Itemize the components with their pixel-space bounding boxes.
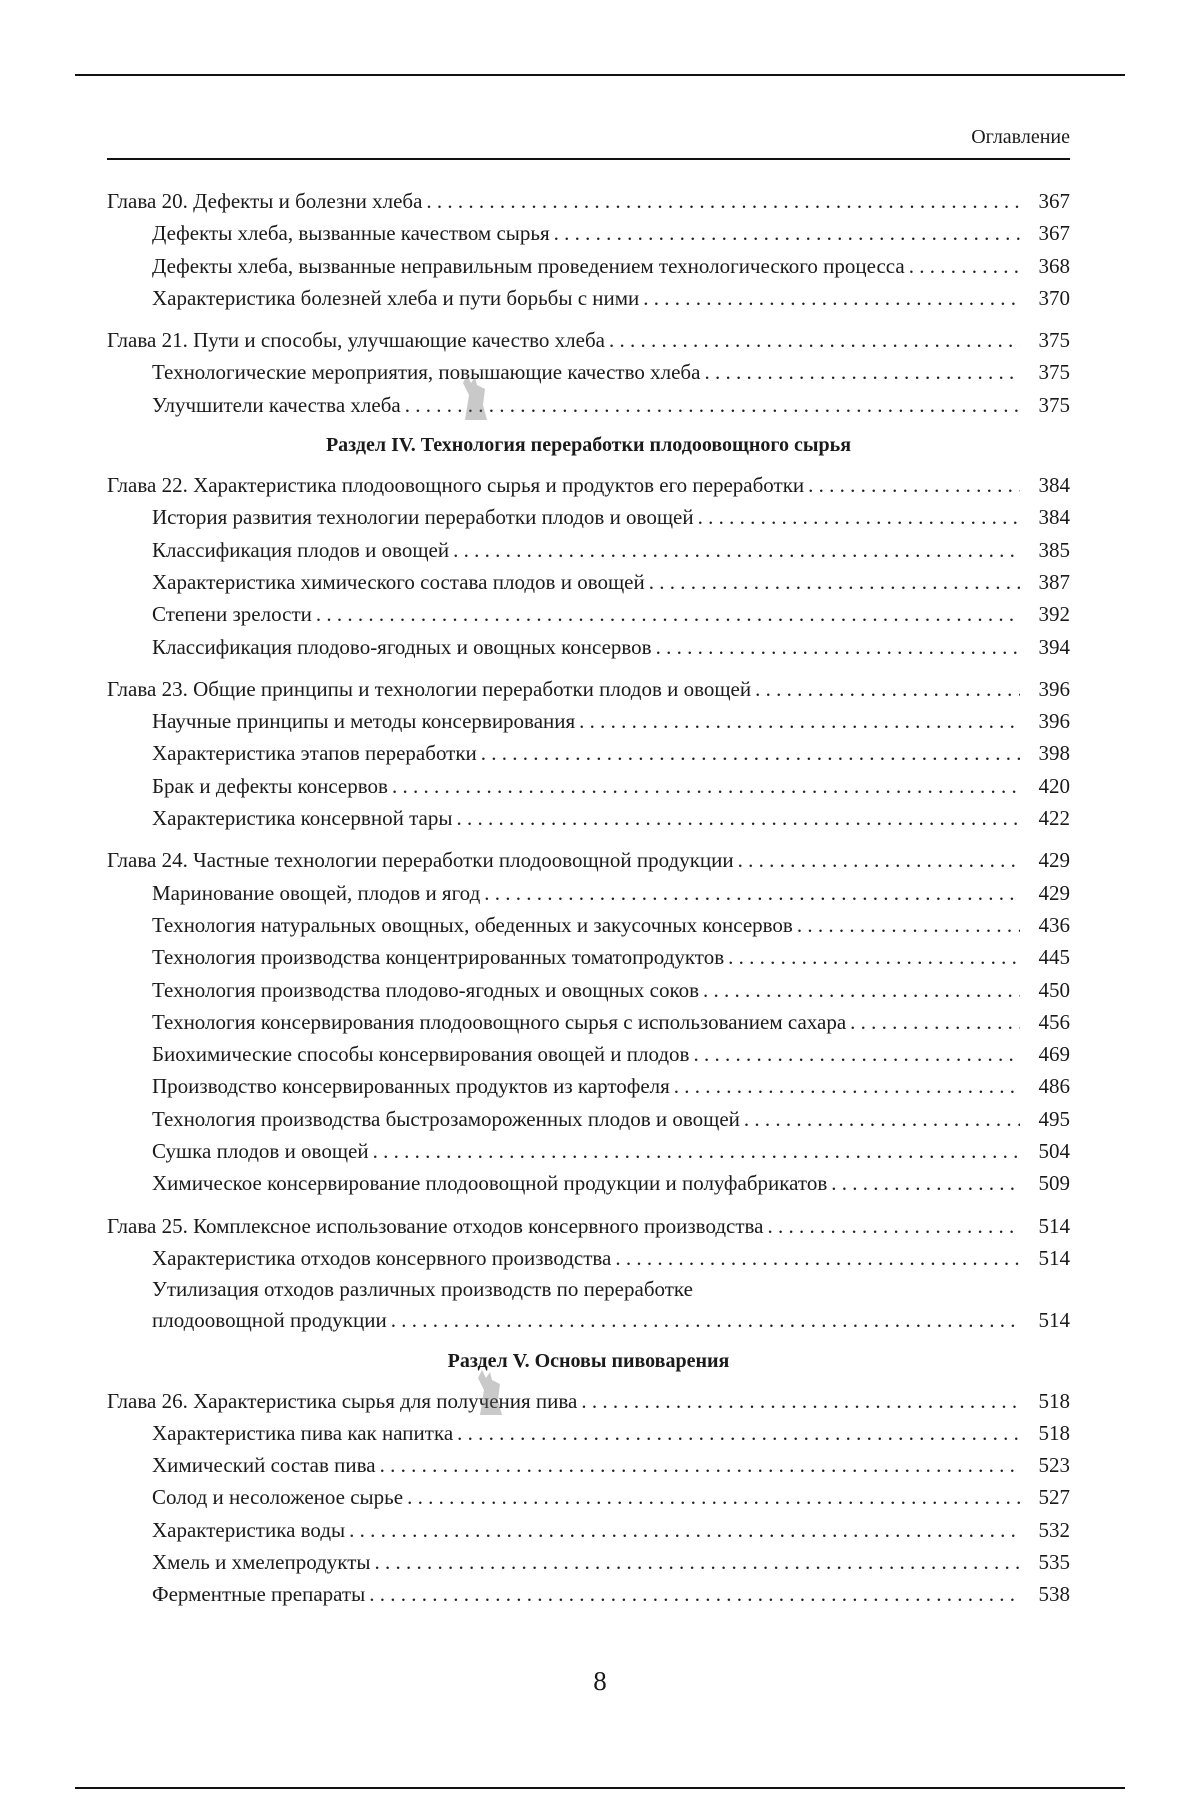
toc-entry-title: Технология производства концентрированных томатопродуктов bbox=[152, 945, 725, 970]
leader-dots bbox=[704, 356, 1020, 388]
toc-entry-title: Характеристика консервной тары bbox=[152, 806, 453, 831]
toc-entry[interactable] bbox=[107, 1167, 1070, 1199]
toc-entry-title: Маринование овощей, плодов и ягод bbox=[152, 880, 481, 905]
section-heading: Раздел IV. Технология переработки плодоовощного сырья bbox=[325, 434, 852, 457]
toc-entry-title: Характеристика химического состава плодов и овощей bbox=[152, 569, 645, 594]
toc-entry-title: Дефекты хлеба, вызванные неправильным проведением технологического процесса bbox=[152, 253, 905, 278]
toc-page-number: 514 bbox=[1038, 1213, 1070, 1238]
leader-dots bbox=[316, 598, 1020, 630]
toc-page-number: 532 bbox=[1038, 1517, 1070, 1542]
toc-page-number: 514 bbox=[1038, 1245, 1070, 1270]
leader-dots bbox=[703, 974, 1020, 1006]
toc-entry-title: Характеристика пива как напитка bbox=[152, 1420, 454, 1445]
toc-page-number: 429 bbox=[1038, 880, 1070, 905]
toc-page-number: 518 bbox=[1038, 1420, 1070, 1445]
toc-page-number: 469 bbox=[1038, 1042, 1070, 1067]
toc-page-number: 384 bbox=[1038, 505, 1070, 530]
toc-page-number: 509 bbox=[1038, 1171, 1070, 1196]
page-number: 8 bbox=[593, 1666, 607, 1696]
leader-dots bbox=[554, 217, 1020, 249]
toc-entry[interactable] bbox=[107, 705, 1070, 737]
leader-dots bbox=[808, 469, 1020, 501]
toc-page-number: 385 bbox=[1038, 537, 1070, 562]
toc-entry[interactable] bbox=[107, 737, 1070, 769]
toc-entry[interactable] bbox=[107, 389, 1070, 421]
toc-entry[interactable] bbox=[107, 534, 1070, 566]
toc-page-number: 396 bbox=[1038, 709, 1070, 734]
toc-chapter-entry[interactable] bbox=[107, 469, 1070, 501]
leader-dots bbox=[850, 1006, 1020, 1038]
toc-entry[interactable] bbox=[107, 877, 1070, 909]
leader-dots bbox=[767, 1210, 1020, 1242]
toc-entry-title: Глава 24. Частные технологии переработки плодоовощной продукции bbox=[107, 848, 734, 873]
toc-entry-title: Глава 26. Характеристика сырья для получения пива bbox=[107, 1388, 578, 1413]
toc-entry-title: Глава 21. Пути и способы, улучшающие качество хлеба bbox=[107, 328, 605, 353]
leader-dots bbox=[392, 770, 1020, 802]
toc-entry[interactable] bbox=[107, 217, 1070, 249]
toc-entry[interactable] bbox=[107, 1006, 1070, 1038]
leader-dots bbox=[481, 737, 1020, 769]
toc-page-number: 486 bbox=[1038, 1074, 1070, 1099]
leader-dots bbox=[579, 705, 1020, 737]
leader-dots bbox=[380, 1449, 1020, 1481]
toc-entry-title: История развития технологии переработки плодов и овощей bbox=[152, 505, 694, 530]
toc-page-number: 375 bbox=[1038, 328, 1070, 353]
leader-dots bbox=[426, 185, 1020, 217]
toc-entry-title: Характеристика болезней хлеба и пути борьбы с ними bbox=[152, 285, 640, 310]
leader-dots bbox=[456, 802, 1020, 834]
top-rule bbox=[75, 74, 1125, 76]
leader-dots bbox=[649, 566, 1020, 598]
toc-page-number: 367 bbox=[1038, 221, 1070, 246]
toc-entry-title: Химический состав пива bbox=[152, 1453, 376, 1478]
leader-dots bbox=[698, 501, 1020, 533]
toc-entry[interactable] bbox=[107, 598, 1070, 630]
toc-entry[interactable] bbox=[107, 501, 1070, 533]
toc-page-number: 527 bbox=[1038, 1485, 1070, 1510]
leader-dots bbox=[349, 1514, 1020, 1546]
toc-entry[interactable] bbox=[107, 770, 1070, 802]
toc-page-number: 538 bbox=[1038, 1582, 1070, 1607]
leader-dots bbox=[581, 1385, 1020, 1417]
toc-entry[interactable] bbox=[107, 1242, 1070, 1274]
toc-entry-title: Глава 25. Комплексное использование отходов консервного производства bbox=[107, 1213, 764, 1238]
toc-page-number: 523 bbox=[1038, 1453, 1070, 1478]
toc-entry[interactable] bbox=[107, 1274, 1070, 1304]
toc-entry[interactable] bbox=[107, 566, 1070, 598]
toc-entry-title: Глава 22. Характеристика плодоовощного сырья и продуктов его переработки bbox=[107, 473, 805, 498]
toc-chapter-entry[interactable] bbox=[107, 844, 1070, 876]
toc-entry-title: плодоовощной продукции bbox=[152, 1308, 387, 1333]
toc-entry-title: Утилизация отходов различных производств по переработке bbox=[152, 1277, 693, 1302]
toc-entry-title: Классификация плодово-ягодных и овощных консервов bbox=[152, 634, 652, 659]
toc-page-number: 396 bbox=[1038, 676, 1070, 701]
toc-entry[interactable] bbox=[107, 250, 1070, 282]
leader-dots bbox=[656, 631, 1020, 663]
leader-dots bbox=[744, 1103, 1020, 1135]
toc-entry[interactable] bbox=[107, 1417, 1070, 1449]
toc-page-number: 375 bbox=[1038, 360, 1070, 385]
toc-entry-title: Технологические мероприятия, повышающие качество хлеба bbox=[152, 360, 701, 385]
toc-entry-title: Технология производства быстрозамороженных плодов и овощей bbox=[152, 1106, 740, 1131]
header-rule bbox=[107, 158, 1070, 160]
toc-entry-title: Брак и дефекты консервов bbox=[152, 773, 388, 798]
toc-page-number: 445 bbox=[1038, 945, 1070, 970]
toc-entry[interactable] bbox=[107, 356, 1070, 388]
toc-page-number: 370 bbox=[1038, 285, 1070, 310]
toc-entry-title: Характеристика отходов консервного производства bbox=[152, 1245, 612, 1270]
leader-dots bbox=[457, 1417, 1020, 1449]
toc-entry[interactable] bbox=[107, 974, 1070, 1006]
toc-entry-title: Технология натуральных овощных, обеденных и закусочных консервов bbox=[152, 912, 793, 937]
leader-dots bbox=[373, 1135, 1020, 1167]
toc-entry-title: Научные принципы и методы консервирования bbox=[152, 709, 576, 734]
toc-page-number: 387 bbox=[1038, 569, 1070, 594]
leader-dots bbox=[728, 941, 1020, 973]
toc-page-number: 398 bbox=[1038, 741, 1070, 766]
leader-dots bbox=[391, 1304, 1020, 1336]
toc-page-number: 392 bbox=[1038, 602, 1070, 627]
toc-chapter-entry[interactable] bbox=[107, 673, 1070, 705]
leader-dots bbox=[755, 673, 1020, 705]
toc-entry[interactable] bbox=[107, 1449, 1070, 1481]
toc-entry[interactable] bbox=[107, 282, 1070, 314]
toc-entry-title: Сушка плодов и овощей bbox=[152, 1139, 369, 1164]
toc-entry[interactable] bbox=[107, 1038, 1070, 1070]
toc-page-number: 367 bbox=[1038, 189, 1070, 213]
running-header: Оглавление bbox=[971, 126, 1070, 148]
toc-page-number: 394 bbox=[1038, 634, 1070, 659]
toc-entry[interactable] bbox=[107, 1070, 1070, 1102]
toc-entry-title: Производство консервированных продуктов из картофеля bbox=[152, 1074, 670, 1099]
toc-entry[interactable] bbox=[107, 1481, 1070, 1513]
toc-entry[interactable] bbox=[107, 1103, 1070, 1135]
leader-dots bbox=[369, 1578, 1020, 1610]
toc-page-number: 514 bbox=[1038, 1308, 1070, 1333]
toc-page-number: 450 bbox=[1038, 977, 1070, 1002]
leader-dots bbox=[407, 1481, 1020, 1513]
leader-dots bbox=[453, 534, 1020, 566]
toc-entry-title: Дефекты хлеба, вызванные качеством сырья bbox=[152, 221, 550, 246]
toc-entry[interactable] bbox=[107, 1514, 1070, 1546]
toc-page-number: 429 bbox=[1038, 848, 1070, 873]
toc-entry[interactable] bbox=[107, 631, 1070, 663]
toc-page-number: 436 bbox=[1038, 912, 1070, 937]
toc-page-number: 422 bbox=[1038, 806, 1070, 831]
leader-dots bbox=[375, 1546, 1020, 1578]
toc-entry-title: Химическое консервирование плодоовощной продукции и полуфабрикатов bbox=[152, 1171, 828, 1196]
toc-page-number: 495 bbox=[1038, 1106, 1070, 1131]
toc-entry-title: Технология производства плодово-ягодных и овощных соков bbox=[152, 977, 699, 1002]
bottom-rule bbox=[75, 1787, 1125, 1789]
toc-page-number: 518 bbox=[1038, 1388, 1070, 1413]
toc-entry-title: Технология консервирования плодоовощного сырья с использованием сахара bbox=[152, 1009, 847, 1034]
toc-entry[interactable] bbox=[107, 1578, 1070, 1610]
toc-entry[interactable] bbox=[107, 1546, 1070, 1578]
toc-entry[interactable] bbox=[107, 941, 1070, 973]
toc-page-number: 535 bbox=[1038, 1549, 1070, 1574]
toc-page-number: 456 bbox=[1038, 1009, 1070, 1034]
toc-page-number: 504 bbox=[1038, 1139, 1070, 1164]
leader-dots bbox=[615, 1242, 1020, 1274]
toc-chapter-entry[interactable] bbox=[107, 324, 1070, 356]
table-of-contents bbox=[107, 185, 1070, 1611]
toc-entry-title: Улучшители качества хлеба bbox=[152, 392, 401, 417]
toc-chapter-entry[interactable] bbox=[107, 1385, 1070, 1417]
toc-entry-title: Биохимические способы консервирования овощей и плодов bbox=[152, 1042, 690, 1067]
leader-dots bbox=[643, 282, 1020, 314]
toc-entry-title: Классификация плодов и овощей bbox=[152, 537, 450, 562]
deer-logo-icon-2 bbox=[460, 1360, 520, 1420]
toc-entry-title: Хмель и хмелепродукты bbox=[152, 1549, 371, 1574]
leader-dots bbox=[909, 250, 1020, 282]
leader-dots bbox=[674, 1070, 1020, 1102]
toc-page-number: 420 bbox=[1038, 773, 1070, 798]
toc-page-number: 368 bbox=[1038, 253, 1070, 278]
toc-entry-title: Степени зрелости bbox=[152, 602, 312, 627]
toc-entry[interactable] bbox=[107, 1135, 1070, 1167]
leader-dots bbox=[609, 324, 1020, 356]
toc-entry-title: Глава 23. Общие принципы и технологии переработки плодов и овощей bbox=[107, 676, 752, 701]
toc-entry[interactable] bbox=[107, 802, 1070, 834]
toc-chapter-entry[interactable] bbox=[107, 1210, 1070, 1242]
toc-entry[interactable] bbox=[107, 909, 1070, 941]
deer-logo-icon bbox=[445, 365, 505, 425]
toc-entry-title: Глава 20. Дефекты и болезни хлеба bbox=[107, 189, 423, 213]
leader-dots bbox=[738, 844, 1020, 876]
leader-dots bbox=[797, 909, 1020, 941]
toc-entry-title: Характеристика этапов переработки bbox=[152, 741, 477, 766]
section-heading: Раздел V. Основы пивоварения bbox=[447, 1349, 730, 1372]
toc-page-number: 384 bbox=[1038, 473, 1070, 498]
toc-entry-continued[interactable] bbox=[107, 1304, 1070, 1336]
toc-entry-title: Ферментные препараты bbox=[152, 1582, 366, 1607]
toc-entry-title: Характеристика воды bbox=[152, 1517, 346, 1542]
leader-dots bbox=[693, 1038, 1020, 1070]
leader-dots bbox=[831, 1167, 1020, 1199]
toc-entry-title: Солод и несоложеное сырье bbox=[152, 1485, 404, 1510]
leader-dots bbox=[484, 877, 1020, 909]
toc-chapter-entry[interactable] bbox=[107, 185, 1070, 217]
toc-page-number: 375 bbox=[1038, 392, 1070, 417]
